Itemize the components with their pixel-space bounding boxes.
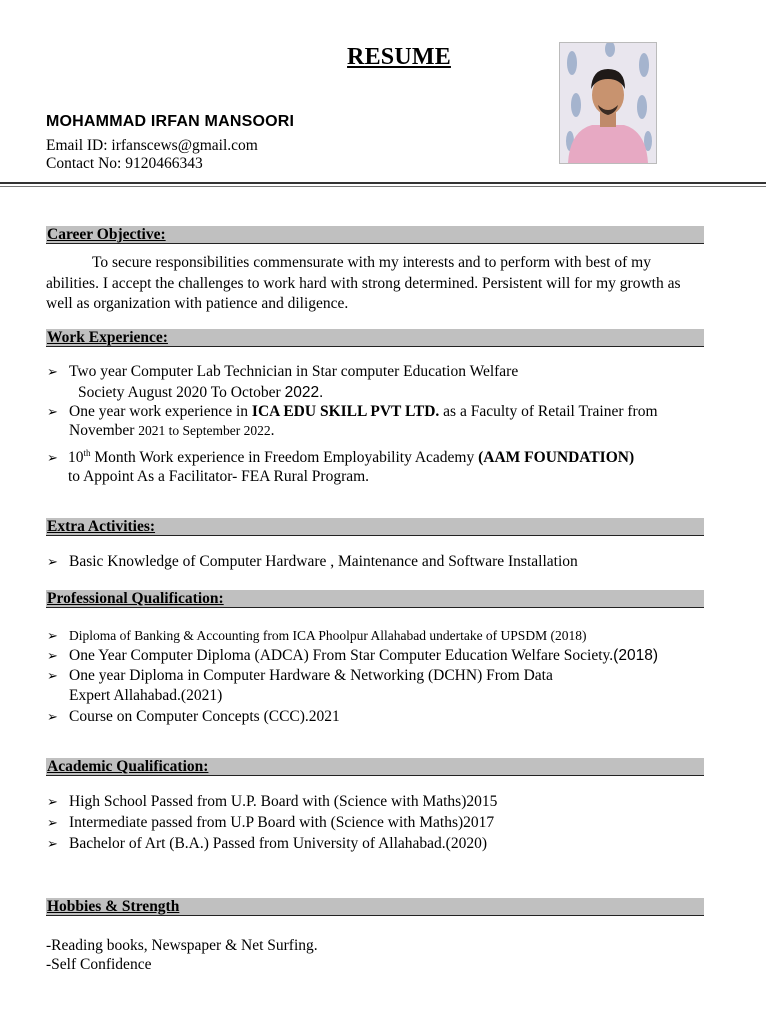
bullet-arrow-icon: ➢ — [47, 450, 58, 465]
work-item-2-dates: 2021 to September 2022 — [138, 423, 271, 438]
professional-item-2-year: (2018) — [613, 647, 658, 664]
academic-item-1: High School Passed from U.P. Board with (Science with Maths)2015 — [69, 793, 498, 810]
work-item-3-sup: th — [83, 447, 91, 458]
work-item-1-dates: Society August 2020 To October — [78, 384, 285, 401]
contact-line: Contact No: 9120466343 — [46, 155, 203, 172]
hobby-line-2: -Self Confidence — [46, 956, 152, 973]
work-item-3-num: 10 — [68, 449, 84, 466]
section-heading: Career Objective: — [47, 226, 166, 243]
work-item-2-month: November — [69, 422, 139, 439]
work-item-2-company: ICA EDU SKILL PVT LTD. — [251, 403, 440, 420]
career-objective-text: To secure responsibilities commensurate with my interests and to perform with best of my abilities. I accept the challenges to work hard with strong determined. Persistent will for my growth as well as organization with patience and diligence. — [46, 254, 681, 312]
profile-photo-image — [560, 43, 656, 163]
bullet-arrow-icon: ➢ — [47, 648, 58, 663]
professional-item-4: Course on Computer Concepts (CCC).2021 — [69, 708, 340, 725]
bullet-arrow-icon: ➢ — [47, 794, 58, 809]
section-academic-qualification — [46, 758, 704, 776]
professional-item-2 — [69, 646, 658, 666]
bullet-arrow-icon: ➢ — [47, 364, 58, 379]
work-item-3-line2: to Appoint As a Facilitator- FEA Rural Program. — [68, 468, 370, 485]
hobby-line-1: -Reading books, Newspaper & Net Surfing. — [46, 937, 318, 954]
email-line: Email ID: irfanscews@gmail.com — [46, 137, 258, 154]
work-item-1-line2 — [78, 383, 323, 403]
work-item-2-end: . — [270, 422, 275, 439]
header-rule — [0, 182, 766, 184]
section-heading: Work Experience: — [47, 329, 168, 346]
work-item-3-line1 — [68, 448, 634, 468]
work-item-1-line1: Two year Computer Lab Technician in Star computer Education Welfare — [69, 363, 519, 380]
bullet-arrow-icon: ➢ — [47, 709, 58, 724]
professional-item-3-line2: Expert Allahabad.(2021) — [69, 687, 223, 704]
section-heading: Hobbies & Strength — [47, 898, 180, 915]
section-hobbies-strength — [46, 898, 704, 916]
section-professional-qualification — [46, 590, 704, 608]
section-work-experience — [46, 329, 704, 347]
candidate-name: MOHAMMAD IRFAN MANSOORI — [46, 113, 295, 130]
professional-item-3-line1: One year Diploma in Computer Hardware & Networking (DCHN) From Data — [69, 667, 553, 684]
work-item-1-year: 2022. — [284, 384, 324, 401]
extra-item-1: Basic Knowledge of Computer Hardware , Maintenance and Software Installation — [69, 553, 578, 570]
section-heading: Professional Qualification: — [47, 590, 224, 607]
section-heading: Extra Activities: — [47, 518, 156, 535]
section-heading: Academic Qualification: — [47, 758, 209, 775]
work-item-3-text: Month Work experience in Freedom Employability Academy — [90, 449, 479, 466]
section-career-objective — [46, 226, 704, 244]
work-item-2-pre: One year work experience in — [69, 403, 252, 420]
bullet-arrow-icon: ➢ — [47, 404, 58, 419]
work-item-2-line2 — [69, 421, 275, 441]
bullet-arrow-icon: ➢ — [47, 668, 58, 683]
bullet-arrow-icon: ➢ — [47, 554, 58, 569]
resume-title: RESUME — [347, 44, 451, 70]
work-item-3-org: (AAM FOUNDATION) — [478, 449, 635, 466]
header-rule-thin — [0, 186, 766, 187]
academic-item-3: Bachelor of Art (B.A.) Passed from University of Allahabad.(2020) — [69, 835, 487, 852]
bullet-arrow-icon: ➢ — [47, 628, 58, 643]
section-extra-activities — [46, 518, 704, 536]
bullet-arrow-icon: ➢ — [47, 836, 58, 851]
bullet-arrow-icon: ➢ — [47, 815, 58, 830]
professional-item-1: Diploma of Banking & Accounting from ICA Phoolpur Allahabad undertake of UPSDM (2018) — [69, 628, 587, 643]
academic-item-2: Intermediate passed from U.P Board with (Science with Maths)2017 — [69, 814, 495, 831]
professional-item-2-text: One Year Computer Diploma (ADCA) From Star Computer Education Welfare Society. — [69, 647, 614, 664]
work-item-2-post: as a Faculty of Retail Trainer from — [439, 403, 658, 420]
profile-photo — [559, 42, 657, 164]
work-item-2-line1 — [69, 402, 658, 422]
